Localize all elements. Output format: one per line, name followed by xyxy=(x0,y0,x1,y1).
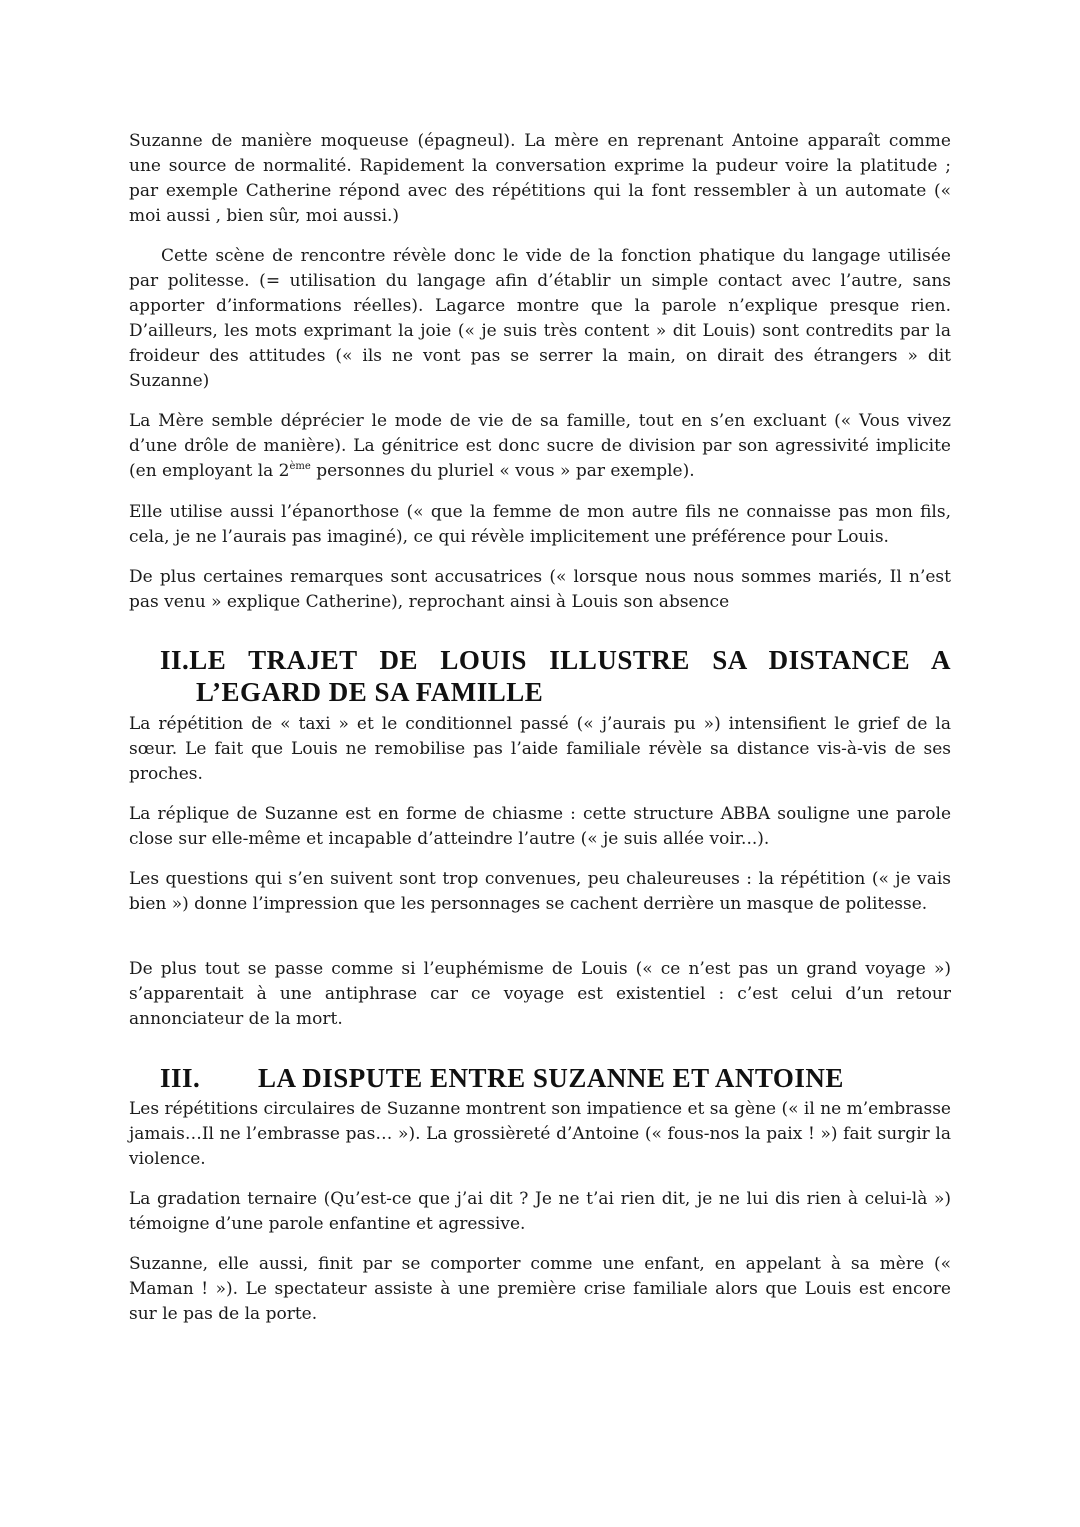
paragraph-euphemisme: De plus tout se passe comme si l’euphémisme de Louis (« ce n’est pas un grand voyage ») s’apparentait à une antiphrase car ce voyage est existentiel : c’est celui d’un retour annonciateur de la mort. xyxy=(129,959,951,1029)
paragraph-repetitions: Les répétitions circulaires de Suzanne montrent son impatience et sa gène (« il ne m’embrasse jamais…Il ne l’embrasse pas… »). La grossièreté d’Antoine (« fous-nos la paix ! ») fait surgir la violence. xyxy=(129,1099,951,1169)
paragraph-mother-text: La Mère semble déprécier le mode de vie de sa famille, tout en s’en excluant (« Vous vivez d’une drôle de manière). La génitrice est donc sucre de division par son agressivité implicite (en employant la 2 xyxy=(129,411,951,481)
paragraph-mother xyxy=(129,409,951,484)
paragraph-gradation: La gradation ternaire (Qu’est-ce que j’ai dit ? Je ne t’ai rien dit, je ne lui dis rien à celui-là ») témoigne d’une parole enfantine et agressive. xyxy=(129,1189,951,1234)
section-heading-3-title: LA DISPUTE ENTRE SUZANNE ET ANTOINE xyxy=(258,1063,844,1093)
paragraph-phatic-function: Cette scène de rencontre révèle donc le vide de la fonction phatique du langage utilisée par politesse. (= utilisation du langage afin d’établir un simple contact avec l’autre, sans apporter d’informations réelles). Lagarce montre que la parole n’explique presque rien. D’ailleurs, les mots exprimant la joie (« je suis très content » dit Louis) sont contredits par la froideur des attitudes (« ils ne vont pas se serrer la main, on dirait des étrangers » dit Suzanne) xyxy=(129,246,951,391)
section-heading-3-number: III. xyxy=(160,1063,201,1093)
paragraph-mother-text-end: personnes du pluriel « vous » par exemple). xyxy=(310,461,695,481)
section-heading-2-line2: L’EGARD DE SA FAMILLE xyxy=(196,677,544,707)
paragraph-epanorthose: Elle utilise aussi l’épanorthose (« que la femme de mon autre fils ne connaisse pas mon fils, cela, je ne l’aurais pas imaginé), ce qui révèle implicitement une préférence pour Louis. xyxy=(129,502,951,547)
paragraph-chiasme: La réplique de Suzanne est en forme de chiasme : cette structure ABBA souligne une parole close sur elle-même et incapable d’atteindre l’autre (« je suis allée voir...). xyxy=(129,804,951,849)
section-heading-2-line1: II.LE TRAJET DE LOUIS ILLUSTRE SA DISTANCE A xyxy=(160,645,951,675)
paragraph-taxi: La répétition de « taxi » et le conditionnel passé (« j’aurais pu ») intensifient le grief de la sœur. Le fait que Louis ne remobilise pas l’aide familiale révèle sa distance vis-à-vis de ses proches. xyxy=(129,714,951,784)
paragraph-intro-continuation: Suzanne de manière moqueuse (épagneul). La mère en reprenant Antoine apparaît comme une source de normalité. Rapidement la conversation exprime la pudeur voire la platitude ; par exemple Catherine répond avec des répétitions qui la font ressembler à un automate (« moi aussi , bien sûr, moi aussi.) xyxy=(129,131,951,226)
paragraph-accusations: De plus certaines remarques sont accusatrices (« lorsque nous nous sommes mariés, Il n’est pas venu » explique Catherine), reprochant ainsi à Louis son absence xyxy=(129,567,951,612)
paragraph-questions: Les questions qui s’en suivent sont trop convenues, peu chaleureuses : la répétition (« je vais bien ») donne l’impression que les personnages se cachent derrière un masque de politesse. xyxy=(129,869,951,914)
superscript-eme: ème xyxy=(289,461,311,472)
paragraph-crise: Suzanne, elle aussi, finit par se comporter comme une enfant, en appelant à sa mère (« Maman ! »). Le spectateur assiste à une première crise familiale alors que Louis est encore sur le pas de la porte. xyxy=(129,1254,951,1324)
section-heading-2 xyxy=(160,644,951,708)
section-heading-3 xyxy=(160,1062,951,1094)
